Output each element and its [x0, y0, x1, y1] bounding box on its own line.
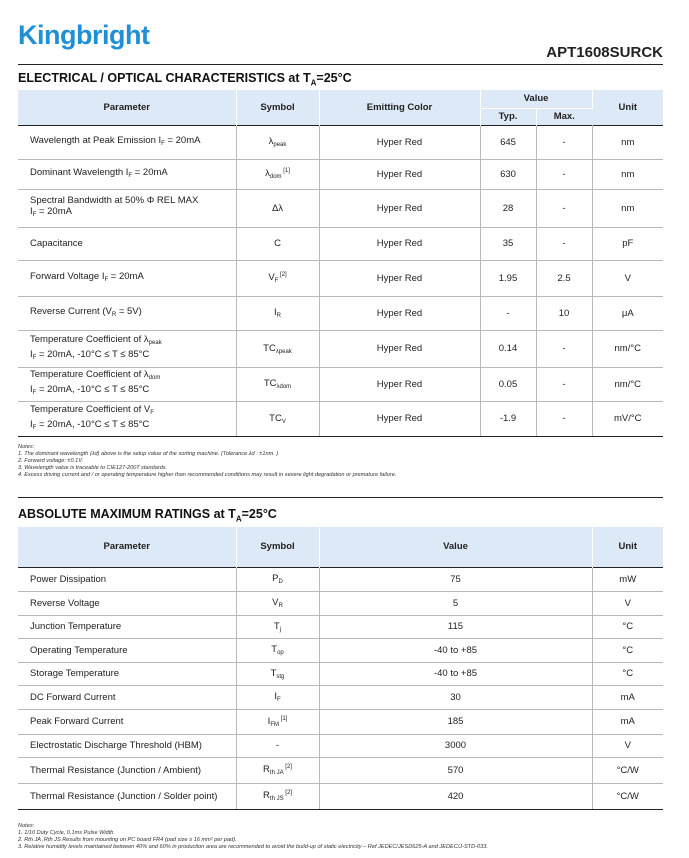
unit-cell: nm/°C [592, 367, 663, 401]
table-row [18, 591, 663, 615]
symbol-text: V [268, 272, 275, 283]
symbol-cell [236, 685, 319, 709]
unit-cell: nm [592, 125, 663, 159]
emitting-color-cell: Hyper Red [319, 330, 480, 367]
parameter-subscript: R [111, 311, 117, 318]
unit-cell: °C [592, 662, 663, 685]
symbol-subscript: V [281, 418, 286, 425]
parameter-cell: Junction Temperature [18, 615, 236, 638]
symbol-text: R [263, 790, 270, 801]
symbol-text: λ [265, 168, 270, 179]
symbol-subscript: dom [269, 174, 282, 180]
unit-cell: pF [592, 227, 663, 260]
unit-cell: nm [592, 159, 663, 189]
max-value-cell: - [536, 159, 592, 189]
symbol-cell [236, 734, 319, 757]
parameter-text: = 20mA [36, 206, 72, 217]
note-line: Notes: [18, 444, 35, 450]
parameter-text: I [30, 384, 33, 395]
typ-value-cell: 35 [480, 227, 536, 260]
unit-cell: °C [592, 638, 663, 662]
parameter-text: = 20mA [164, 134, 201, 146]
emitting-color-cell: Hyper Red [319, 260, 480, 296]
emitting-color-cell: Hyper Red [319, 367, 480, 401]
parameter-subscript: dom [148, 375, 161, 381]
table-row [18, 709, 663, 734]
max-value-cell: 10 [536, 296, 592, 330]
typ-value-cell: 28 [480, 189, 536, 227]
value-cell: 570 [319, 757, 592, 783]
note-line: 1. 1/10 Duty Cycle, 0.1ms Pulse Width. [18, 830, 115, 836]
parameter-cell: Peak Forward Current [18, 709, 236, 734]
parameter-subscript: F [32, 390, 37, 396]
value-cell: 5 [319, 591, 592, 615]
unit-cell: °C [592, 615, 663, 638]
unit-cell: °C/W [592, 757, 663, 783]
header-unit: Unit [592, 90, 663, 125]
symbol-note-ref: [1] [281, 168, 290, 174]
max-value-cell: - [536, 227, 592, 260]
parameter-text: Wavelength at Peak Emission I [30, 134, 162, 146]
symbol-subscript: F [276, 697, 281, 703]
note-line: 3. Relative humidity levels maintained between 40% and 60% in production area are recommended to avoid the build-up of static electricity – Ref JEDEC/JESD625-A and JEDEC/J-STD-033. [18, 844, 488, 850]
table-row [18, 615, 663, 638]
electrical-section-title: ELECTRICAL / OPTICAL CHARACTERISTICS at $T_A=25^\circ C$ [18, 71, 352, 88]
header-divider [18, 64, 663, 65]
table-row [18, 734, 663, 757]
symbol-text: P [272, 573, 279, 584]
symbol-cell [236, 638, 319, 662]
emitting-color-cell: Hyper Red [319, 125, 480, 159]
unit-cell: mW [592, 567, 663, 591]
symbol-note-ref: [2] [278, 272, 287, 278]
parameter-text: Capacitance [30, 238, 83, 249]
parameter-cell: Electrostatic Discharge Threshold (HBM) [18, 734, 236, 757]
parameter-cell [18, 330, 236, 367]
typ-value-cell: 0.14 [480, 330, 536, 367]
symbol-cell [236, 591, 319, 615]
emitting-color-cell: Hyper Red [319, 296, 480, 330]
parameter-cell [18, 159, 236, 189]
unit-cell: nm [592, 189, 663, 227]
max-value-cell: - [536, 330, 592, 367]
typ-value-cell: 0.05 [480, 367, 536, 401]
parameter-cell: Operating Temperature [18, 638, 236, 662]
emitting-color-cell: Hyper Red [319, 159, 480, 189]
table-row [18, 159, 663, 189]
kingbright-logo: Kingbright [18, 20, 150, 50]
value-cell: 185 [319, 709, 592, 734]
unit-cell: °C/W [592, 783, 663, 809]
parameter-text: = 20mA, -10°C ≤ T ≤ 85°C [36, 384, 150, 395]
symbol-cell [236, 125, 319, 159]
parameter-cell: Power Dissipation [18, 567, 236, 591]
parameter-text: I [30, 348, 33, 360]
symbol-cell [236, 227, 319, 260]
symbol-cell [236, 189, 319, 227]
unit-cell: V [592, 260, 663, 296]
parameter-cell [18, 125, 236, 159]
parameter-text: Temperature Coefficient of λ [30, 369, 149, 380]
parameter-text: Spectral Bandwidth at 50% Φ REL MAX [30, 195, 199, 206]
table-row [18, 567, 663, 591]
unit-cell: V [592, 734, 663, 757]
symbol-cell [236, 401, 319, 436]
symbol-text: Δλ [271, 202, 284, 214]
note-line: Notes: [18, 823, 35, 829]
max-value-cell: 2.5 [536, 260, 592, 296]
table-row [18, 685, 663, 709]
parameter-cell: Reverse Voltage [18, 591, 236, 615]
typ-value-cell: 630 [480, 159, 536, 189]
typ-value-cell: 1.95 [480, 260, 536, 296]
parameter-subscript: F [32, 212, 37, 218]
header-value: Value [480, 90, 592, 108]
symbol-cell [236, 159, 319, 189]
unit-cell: mA [592, 685, 663, 709]
symbol-subscript: th JS [269, 796, 284, 802]
parameter-text: = 20mA [132, 166, 168, 178]
value-cell: -40 to +85 [319, 662, 592, 685]
symbol-text: I [274, 691, 277, 702]
electrical-notes [18, 444, 658, 479]
value-cell: 30 [319, 685, 592, 709]
symbol-subscript: λpeak [275, 348, 292, 355]
parameter-cell [18, 296, 236, 330]
symbol-note-ref: [1] [278, 715, 288, 722]
max-value-cell: - [536, 367, 592, 401]
symbol-text: V [272, 597, 279, 608]
header-max: Max. [536, 108, 592, 125]
symbol-text: TC [269, 412, 282, 424]
table-row [18, 662, 663, 685]
table-row [18, 367, 663, 401]
symbol-cell [236, 330, 319, 367]
emitting-color-cell: Hyper Red [319, 401, 480, 436]
typ-value-cell: -1.9 [480, 401, 536, 436]
parameter-cell [18, 367, 236, 401]
table-row [18, 401, 663, 436]
value-cell: 115 [319, 615, 592, 638]
parameter-subscript: F [104, 276, 109, 283]
parameter-text: = 20mA, -10°C ≤ T ≤ 85°C [36, 348, 150, 360]
parameter-cell [18, 189, 236, 227]
parameter-subscript: peak [148, 339, 162, 346]
parameter-cell [18, 227, 236, 260]
symbol-subscript: F [274, 278, 279, 284]
parameter-text: Reverse Current (V [30, 305, 112, 317]
symbol-cell [236, 709, 319, 734]
symbol-text: I [274, 307, 277, 318]
symbol-cell [236, 296, 319, 330]
parameter-text: Dominant Wavelength I [30, 166, 129, 178]
absolute-maximum-ratings-table [18, 527, 663, 810]
parameter-cell: Thermal Resistance (Junction / Ambient) [18, 757, 236, 783]
table-row [18, 757, 663, 783]
unit-cell: μA [592, 296, 663, 330]
parameter-text: Forward Voltage I [30, 270, 105, 282]
symbol-subscript: λdom [276, 384, 292, 390]
unit-cell: V [592, 591, 663, 615]
value-cell: 3000 [319, 734, 592, 757]
typ-value-cell: 645 [480, 125, 536, 159]
table-row [18, 260, 663, 296]
note-line: 1. The dominant wavelength (λd) above is the setup value of the sorting machine. (Tolerance λd : ±1nm. ) [18, 451, 279, 457]
symbol-cell [236, 757, 319, 783]
symbol-subscript: D [278, 579, 283, 585]
parameter-cell: DC Forward Current [18, 685, 236, 709]
header-typ: Typ. [480, 108, 536, 125]
parameter-subscript: F [32, 354, 37, 361]
parameter-subscript: F [150, 409, 154, 416]
symbol-subscript: stg [276, 673, 285, 680]
symbol-text: - [275, 740, 280, 751]
symbol-subscript: FM [270, 721, 279, 728]
emitting-color-cell: Hyper Red [319, 227, 480, 260]
symbol-subscript: R [278, 603, 283, 609]
symbol-text: T [270, 667, 277, 679]
parameter-subscript: F [32, 424, 37, 431]
symbol-note-ref: [2] [283, 764, 292, 770]
parameter-cell: Thermal Resistance (Junction / Solder point) [18, 783, 236, 809]
symbol-cell [236, 783, 319, 809]
symbol-subscript: op [277, 650, 284, 656]
table-row [18, 227, 663, 260]
max-value-cell: - [536, 401, 592, 436]
unit-cell: mA [592, 709, 663, 734]
table-row [18, 783, 663, 809]
table-row [18, 330, 663, 367]
header-parameter: Parameter [18, 90, 236, 125]
parameter-cell [18, 401, 236, 436]
header-emitting-color: Emitting Color [319, 90, 480, 125]
parameter-text: = 20mA [108, 270, 144, 282]
table-row [18, 638, 663, 662]
symbol-cell [236, 367, 319, 401]
parameter-text: I [30, 418, 33, 430]
abs-header-unit: Unit [592, 527, 663, 567]
symbol-cell [236, 662, 319, 685]
part-number: APT1608SURCK [546, 44, 663, 61]
max-value-cell: - [536, 189, 592, 227]
symbol-text: R [263, 764, 270, 775]
value-cell: 75 [319, 567, 592, 591]
absolute-notes [18, 823, 658, 851]
symbol-subscript: th JA [269, 770, 284, 776]
absolute-section-title: ABSOLUTE MAXIMUM RATINGS at $T_A=25^\circ C$ [18, 507, 277, 524]
symbol-text: λ [268, 136, 274, 147]
symbol-text: C [274, 238, 281, 249]
table-row [18, 296, 663, 330]
parameter-text: = 20mA, -10°C ≤ T ≤ 85°C [36, 418, 150, 430]
symbol-subscript: peak [273, 142, 287, 148]
parameter-subscript: F [161, 140, 165, 147]
abs-header-symbol: Symbol [236, 527, 319, 567]
unit-cell: nm/°C [592, 330, 663, 367]
max-value-cell: - [536, 125, 592, 159]
electrical-characteristics-table [18, 90, 663, 437]
abs-header-parameter: Parameter [18, 527, 236, 567]
symbol-text: TC [263, 378, 277, 389]
parameter-subscript: F [128, 172, 133, 179]
value-cell: -40 to +85 [319, 638, 592, 662]
parameter-cell: Storage Temperature [18, 662, 236, 685]
parameter-text: = 5V) [116, 305, 142, 317]
note-line: 3. Wavelength value is traceable to CIE127-2007 standards. [18, 465, 168, 471]
table-row [18, 189, 663, 227]
emitting-color-cell: Hyper Red [319, 189, 480, 227]
parameter-cell [18, 260, 236, 296]
symbol-subscript: R [276, 313, 281, 319]
symbol-text: I [267, 715, 271, 727]
value-cell: 420 [319, 783, 592, 809]
note-line: 2. Rth JA ,Rth JS Results from mounting on PC board FR4 (pad size ≥ 16 mm² per pad). [18, 837, 237, 843]
symbol-subscript: j [279, 626, 282, 633]
parameter-text: I [30, 206, 33, 217]
unit-cell: mV/°C [592, 401, 663, 436]
symbol-text: T [273, 620, 280, 632]
note-line: 4. Excess driving current and / or operating temperature higher than recommended conditions may result in severe light degradation or premature failure. [18, 472, 397, 478]
symbol-text: TC [263, 342, 276, 354]
table-row [18, 125, 663, 159]
symbol-cell [236, 260, 319, 296]
symbol-cell [236, 567, 319, 591]
symbol-cell [236, 615, 319, 638]
note-line: 2. Forward voltage: ±0.1V. [18, 458, 84, 464]
section-divider [18, 497, 663, 498]
symbol-note-ref: [2] [283, 790, 292, 796]
header-symbol: Symbol [236, 90, 319, 125]
abs-header-value: Value [319, 527, 592, 567]
typ-value-cell: - [480, 296, 536, 330]
parameter-text: Temperature Coefficient of λ [30, 333, 149, 345]
symbol-text: T [271, 644, 278, 655]
parameter-text: Temperature Coefficient of V [30, 403, 151, 415]
